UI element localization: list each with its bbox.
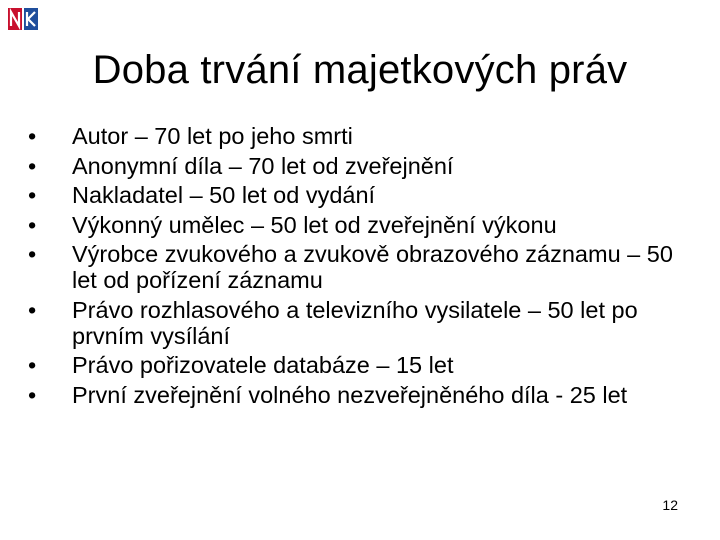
- bullet-text: Právo pořizovatele databáze – 15 let: [72, 352, 454, 378]
- bullet-text: Výkonný umělec – 50 let od zveřejnění výkonu: [72, 211, 557, 238]
- bullet-item: [28, 153, 688, 179]
- bullet-item: [28, 123, 688, 149]
- bullet-item: [28, 297, 688, 349]
- bullet-text: Nakladatel – 50 let od vydání: [72, 182, 376, 208]
- bullet-text: Právo rozhlasového a televizního vysilatele – 50 let po prvním vysílání: [72, 296, 638, 349]
- bullet-list: [28, 123, 688, 411]
- nk-logo-icon: [8, 8, 38, 30]
- bullet-dot-icon: •: [28, 381, 37, 408]
- bullet-item: [28, 241, 688, 293]
- bullet-item: [28, 212, 688, 238]
- bullet-dot-icon: •: [28, 241, 37, 267]
- bullet-dot-icon: •: [28, 152, 37, 179]
- bullet-text: Anonymní díla – 70 let od zveřejnění: [72, 152, 454, 179]
- bullet-dot-icon: •: [28, 211, 37, 238]
- slide-title: Doba trvání majetkových práv: [92, 48, 628, 92]
- bullet-dot-icon: •: [28, 182, 37, 208]
- bullet-dot-icon: •: [28, 296, 37, 323]
- bullet-dot-icon: •: [28, 123, 37, 149]
- bullet-text: Autor – 70 let po jeho smrti: [72, 123, 353, 149]
- bullet-text: První zveřejnění volného nezveřejněného díla - 25 let: [72, 381, 628, 408]
- bullet-text: Výrobce zvukového a zvukově obrazového záznamu – 50 let od pořízení záznamu: [72, 241, 673, 293]
- bullet-item: [28, 182, 688, 208]
- bullet-dot-icon: •: [28, 352, 37, 378]
- bullet-item: [28, 352, 688, 378]
- page-number: 12: [662, 497, 678, 513]
- bullet-item: [28, 382, 688, 408]
